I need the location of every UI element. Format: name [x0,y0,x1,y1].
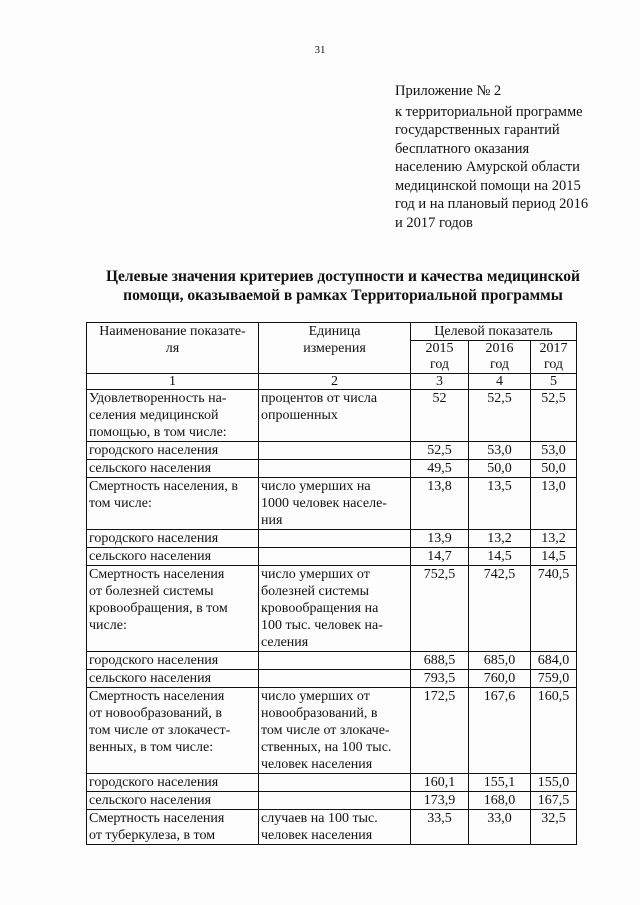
indicator-name-cell [87,652,259,670]
table-row [87,566,577,652]
table-row [87,442,577,460]
appendix-line: государственных гарантий [395,122,560,138]
unit-cell [259,548,411,566]
table-row [87,810,577,845]
unit-cell [259,460,411,478]
table-row [87,390,577,442]
indicator-name-line: Смертность населения [89,689,225,704]
value-2016: 53,0 [469,442,531,460]
value-2016: 155,1 [469,774,531,792]
year-unit: год [489,357,510,372]
indicator-name-line: от туберкулеза, в том [89,828,216,843]
unit-line: 100 тыс. человек на- [261,618,383,633]
table-row [87,530,577,548]
appendix-line: медицинской помощи на 2015 [395,177,581,194]
year-unit: год [429,357,450,372]
indicator-name-cell [87,810,259,845]
value-2017: 740,5 [531,566,577,652]
indicator-name-line: кровообращения, в том [89,601,228,616]
column-number: 3 [411,374,469,390]
value-2015: 49,5 [411,460,469,478]
indicator-name-line: городского населения [89,653,219,668]
value-2015: 160,1 [411,774,469,792]
value-2015: 752,5 [411,566,469,652]
value-2016: 760,0 [469,670,531,688]
unit-line: человек населения [261,828,373,843]
title-line-2: помощи, оказываемой в рамках Территориальной программы [123,287,563,304]
page-number: 31 [314,44,326,56]
unit-cell [259,670,411,688]
table-row [87,670,577,688]
indicator-name-line: Смертность населения, в [89,479,238,494]
document-title [84,267,602,305]
table-row [87,478,577,530]
indicator-name-cell [87,566,259,652]
unit-line: селения [261,635,309,650]
header-indicator-name [87,323,259,374]
table-row [87,652,577,670]
unit-line: случаев на 100 тыс. [261,811,378,826]
year-unit: год [543,357,564,372]
value-2016: 13,5 [469,478,531,530]
header-year-2017 [531,341,577,374]
indicator-name-cell [87,478,259,530]
title-line-1: Целевые значения критериев доступности и качества медицинской [106,268,580,285]
indicator-name-line: Смертность населения [89,567,225,582]
indicator-name-line: том числе от злокачест- [89,723,231,738]
appendix-line: населению Амурской области [395,159,580,175]
year-label: 2017 [539,341,568,356]
header-target: Целевой показатель [411,323,577,341]
value-2016: 33,0 [469,810,531,845]
column-number-row [87,374,577,390]
indicator-name-line: от болезней системы [89,584,214,599]
year-label: 2015 [425,341,454,356]
indicator-name-line: сельского населения [89,549,212,564]
unit-line: опрошенных [261,408,338,423]
value-2015: 173,9 [411,792,469,810]
year-label: 2016 [485,341,514,356]
indicator-name-line: сельского населения [89,461,212,476]
indicator-name-line: городского населения [89,775,219,790]
value-2015: 52 [411,390,469,442]
unit-cell [259,478,411,530]
header-year-2016 [469,341,531,374]
value-2015: 33,5 [411,810,469,845]
criteria-table [86,322,577,845]
indicator-name-line: городского населения [89,531,219,546]
value-2016: 742,5 [469,566,531,652]
appendix-line: год и на плановый период 2016 [395,196,589,212]
unit-line: ния [261,513,283,528]
value-2017: 759,0 [531,670,577,688]
indicator-name-cell [87,548,259,566]
column-number: 2 [259,374,411,390]
value-2015: 793,5 [411,670,469,688]
unit-line: человек населения [261,757,373,772]
appendix-heading: Приложение № 2 [395,83,502,99]
value-2017: 167,5 [531,792,577,810]
unit-cell [259,442,411,460]
value-2016: 52,5 [469,390,531,442]
value-2017: 160,5 [531,688,577,774]
unit-cell [259,792,411,810]
header-unit-line1: Единица [308,324,361,339]
unit-line: процентов от числа [261,391,378,406]
unit-line: ственных, на 100 тыс. [261,740,392,755]
header-unit-line2: измерения [303,341,366,356]
unit-cell [259,566,411,652]
value-2015: 52,5 [411,442,469,460]
unit-cell [259,688,411,774]
unit-line: болезней системы [261,584,370,599]
indicator-name-line: том числе: [89,496,152,511]
indicator-name-line: помощью, в том числе: [89,425,227,440]
header-year-2015 [411,341,469,374]
unit-cell [259,810,411,845]
value-2015: 13,9 [411,530,469,548]
column-number: 1 [87,374,259,390]
indicator-name-cell [87,774,259,792]
value-2017: 50,0 [531,460,577,478]
header-unit [259,323,411,374]
value-2015: 13,8 [411,478,469,530]
value-2017: 155,0 [531,774,577,792]
unit-cell [259,390,411,442]
value-2015: 688,5 [411,652,469,670]
unit-cell [259,774,411,792]
value-2017: 53,0 [531,442,577,460]
indicator-name-line: числе: [89,618,127,633]
indicator-name-cell [87,688,259,774]
value-2017: 13,0 [531,478,577,530]
indicator-name-cell [87,670,259,688]
unit-line: новообразований, в [261,706,378,721]
appendix-line: бесплатного оказания [395,140,530,157]
header-row [87,323,577,341]
value-2015: 172,5 [411,688,469,774]
unit-cell [259,652,411,670]
unit-cell [259,530,411,548]
value-2016: 167,6 [469,688,531,774]
table-row [87,548,577,566]
unit-line: кровообращения на [261,601,379,616]
table-body [87,390,577,845]
value-2015: 14,7 [411,548,469,566]
indicator-name-cell [87,792,259,810]
table-row [87,460,577,478]
indicator-name-cell [87,390,259,442]
unit-line: число умерших от [261,689,370,704]
value-2016: 50,0 [469,460,531,478]
indicator-name-cell [87,442,259,460]
value-2017: 13,2 [531,530,577,548]
unit-line: 1000 человек населе- [261,496,387,511]
table-row [87,774,577,792]
indicator-name-line: Удовлетворенность на- [89,391,227,406]
value-2017: 14,5 [531,548,577,566]
value-2016: 168,0 [469,792,531,810]
table-row [87,688,577,774]
header-name-line1: Наименование показате- [99,324,246,339]
indicator-name-line: сельского населения [89,793,212,808]
value-2017: 684,0 [531,652,577,670]
column-number: 4 [469,374,531,390]
indicator-name-cell [87,460,259,478]
appendix-line: к территориальной программе [395,103,583,120]
value-2016: 14,5 [469,548,531,566]
unit-line: число умерших от [261,567,370,582]
unit-line: число умерших на [261,479,371,494]
value-2016: 685,0 [469,652,531,670]
indicator-name-cell [87,530,259,548]
indicator-name-line: сельского населения [89,671,212,686]
value-2016: 13,2 [469,530,531,548]
column-number: 5 [531,374,577,390]
appendix-line: и 2017 годов [395,214,473,231]
value-2017: 32,5 [531,810,577,845]
indicator-name-line: от новообразований, в [89,706,222,721]
unit-line: том числе от злокаче- [261,723,390,738]
table-row [87,792,577,810]
value-2017: 52,5 [531,390,577,442]
appendix-block [395,82,625,232]
indicator-name-line: селения медицинской [89,408,219,423]
indicator-name-line: Смертность населения [89,811,225,826]
indicator-name-line: венных, в том числе: [89,740,214,755]
indicator-name-line: городского населения [89,443,219,458]
header-name-line2: ля [165,341,180,356]
